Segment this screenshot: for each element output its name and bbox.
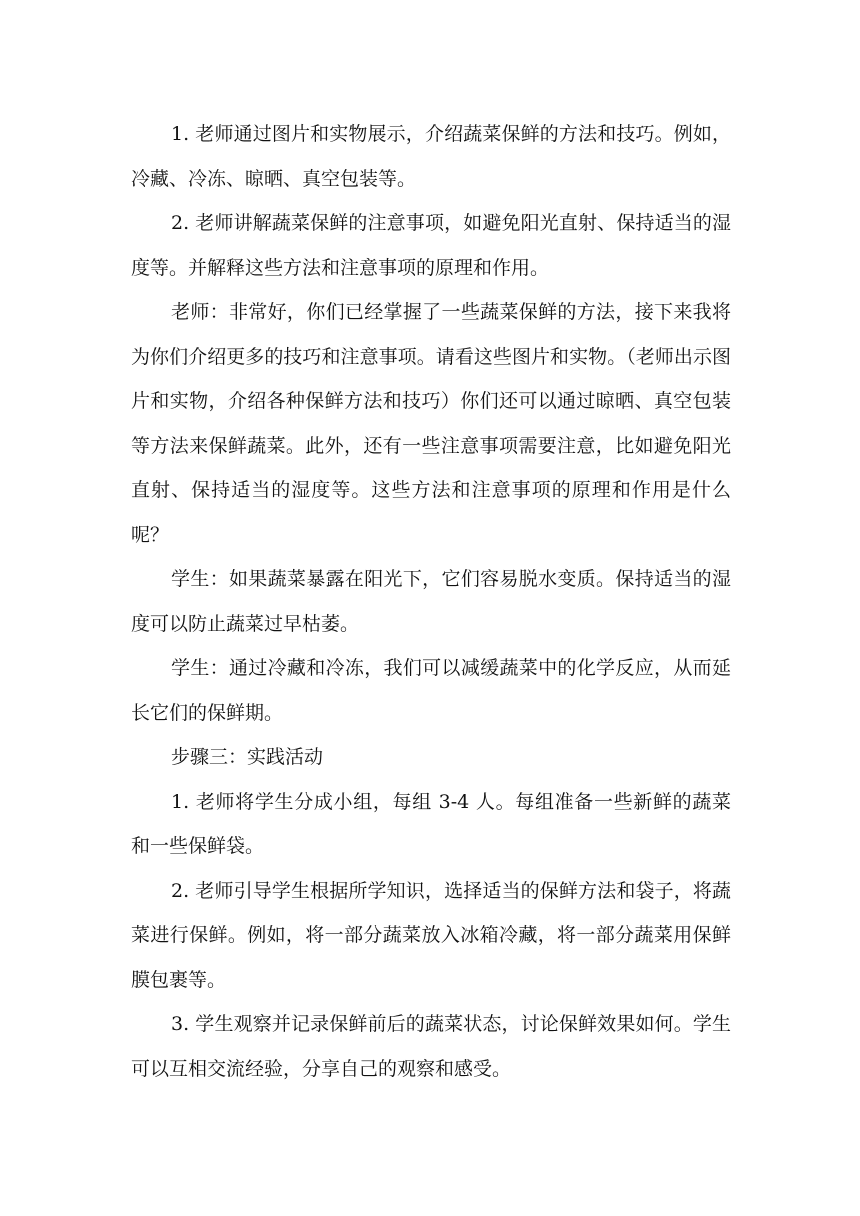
document-body <box>131 112 731 1091</box>
paragraph-method-intro: 1. 老师通过图片和实物展示，介绍蔬菜保鲜的方法和技巧。例如，冷藏、冷冻、晾晒、真空包装等。 <box>131 123 731 190</box>
paragraph-teacher-speech: 老师：非常好，你们已经掌握了一些蔬菜保鲜的方法，接下来我将为你们介绍更多的技巧和注意事项。请看这些图片和实物。（老师出示图片和实物，介绍各种保鲜方法和技巧）你们还可以通过晾晒、真空包装等方法来保鲜蔬菜。此外，还有一些注意事项需要注意，比如避免阳光直射、保持适当的湿度等。这些方法和注意事项的原理和作用是什么呢？ <box>131 301 731 546</box>
section-heading-step-three: 步骤三：实践活动 <box>171 746 324 768</box>
paragraph-activity-1: 1. 老师将学生分成小组，每组 3-4 人。每组准备一些新鲜的蔬菜和一些保鲜袋。 <box>131 790 731 857</box>
paragraph-activity-3: 3. 学生观察并记录保鲜前后的蔬菜状态，讨论保鲜效果如何。学生可以互相交流经验，分享自己的观察和感受。 <box>131 1013 731 1080</box>
paragraph-student-answer-2: 学生：通过冷藏和冷冻，我们可以减缓蔬菜中的化学反应，从而延长它们的保鲜期。 <box>131 657 731 724</box>
paragraph-student-answer-1: 学生：如果蔬菜暴露在阳光下，它们容易脱水变质。保持适当的湿度可以防止蔬菜过早枯萎。 <box>131 568 731 635</box>
paragraph-precautions: 2. 老师讲解蔬菜保鲜的注意事项，如避免阳光直射、保持适当的湿度等。并解释这些方法和注意事项的原理和作用。 <box>131 212 731 279</box>
paragraph-activity-2: 2. 老师引导学生根据所学知识，选择适当的保鲜方法和袋子，将蔬菜进行保鲜。例如，将一部分蔬菜放入冰箱冷藏，将一部分蔬菜用保鲜膜包裹等。 <box>131 879 731 991</box>
